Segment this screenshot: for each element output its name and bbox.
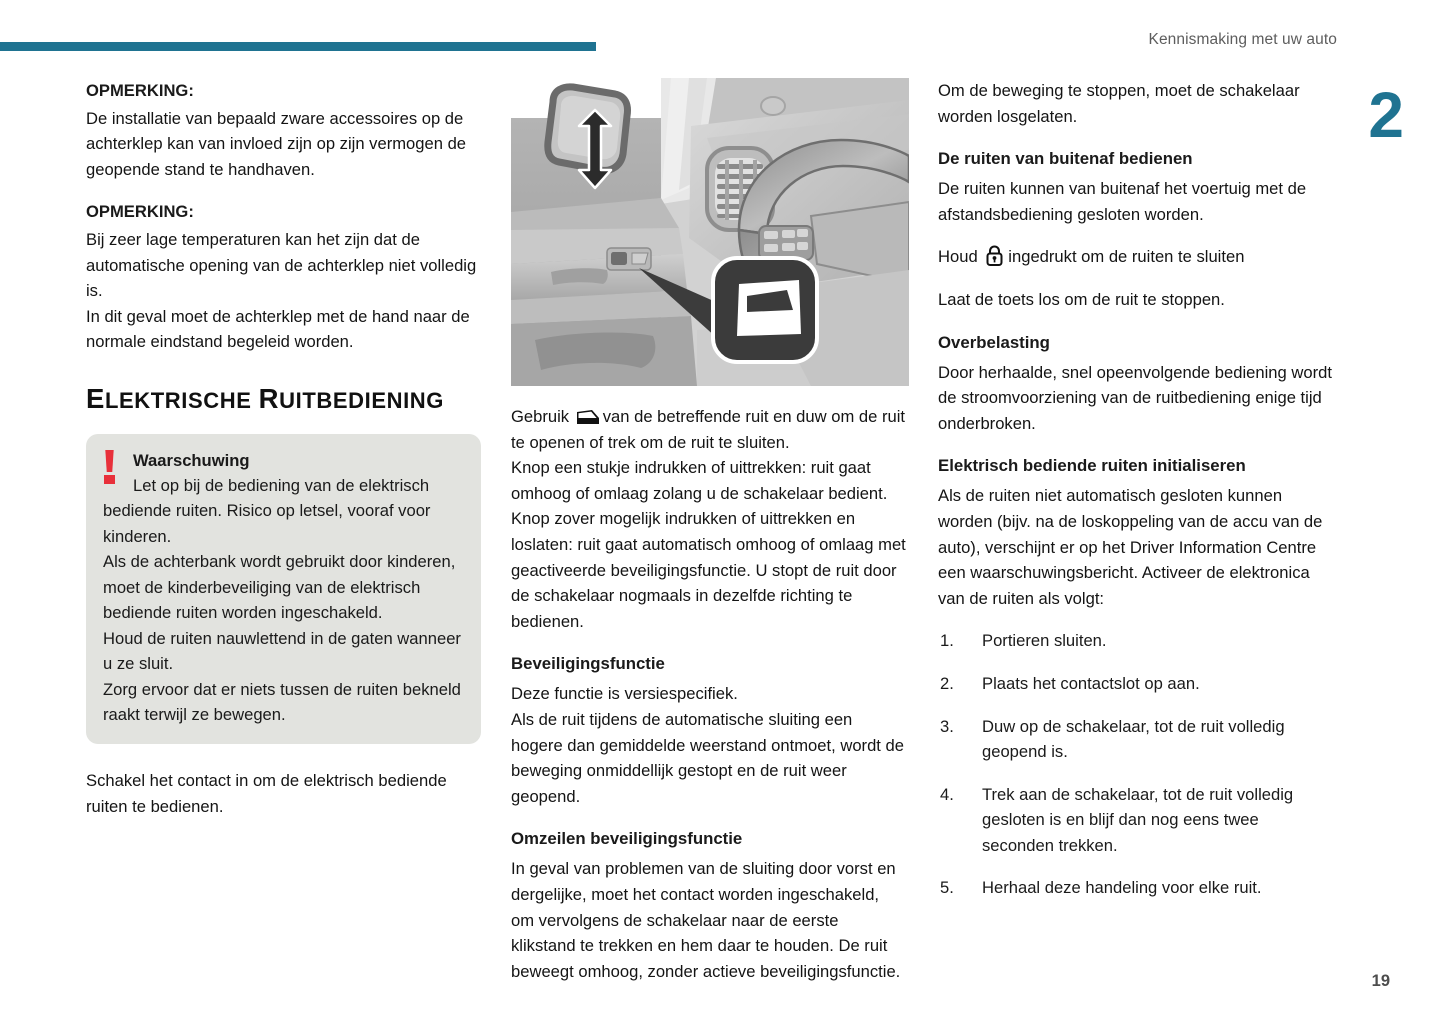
- beveiliging-text-a: Deze functie is versiespecifiek.: [511, 684, 738, 704]
- step-number: 3.: [940, 716, 954, 736]
- chapter-number-badge: 2: [1368, 79, 1403, 151]
- warning-body: [103, 473, 463, 728]
- warning-title: Waarschuwing: [133, 450, 250, 470]
- note-2-label: OPMERKING:: [86, 202, 194, 222]
- list-item: [938, 628, 1333, 654]
- car-interior-illustration: [511, 78, 909, 386]
- list-item: [938, 671, 1333, 697]
- heading-ruiten-van-buitenaf: De ruiten van buitenaf bedienen: [938, 149, 1193, 169]
- warning-callout-box: [86, 434, 481, 744]
- step-text: Duw op de schakelaar, tot de ruit volledig geopend is.: [982, 716, 1285, 762]
- heading-overbelasting: Overbelasting: [938, 332, 1050, 352]
- note-1-label: OPMERKING:: [86, 81, 194, 100]
- omzeilen-text: In geval van problemen van de sluiting door vorst en dergelijke, moet het contact worden ingeschakeld, om vervolgens de schakelaar naar de eerste klikstand te trekken en hem daar te houden. De ruit beweegt omhoog, zonder actieve beveiligingsfunctie.: [511, 859, 901, 981]
- step-number: 2.: [940, 673, 954, 693]
- note-2-text-a: Bij zeer lage temperaturen kan het zijn dat de automatische opening van de achterklep niet volledig is.: [86, 229, 477, 301]
- buitenaf-text: De ruiten kunnen van buitenaf het voertuig met de afstandsbediening gesloten worden.: [938, 179, 1307, 224]
- header-rule: [0, 42, 596, 51]
- note-1-text: De installatie van bepaald zware accessoires op de achterklep kan van invloed zijn op zijn vermogen de geopende stand te handhaven.: [86, 108, 467, 179]
- initialiseren-text: Als de ruiten niet automatisch gesloten kunnen worden (bijv. na de loskoppeling van de accu van de auto), verschijnt er op het Driver Information Centre een waarschuwingsbericht. Activeer de elektronica van de ruiten als volgt:: [938, 486, 1323, 608]
- heading-omzeilen-beveiligingsfunctie: Omzeilen beveiligingsfunctie: [511, 829, 743, 849]
- laat-toets-los-text: Laat de toets los om de ruit te stoppen.: [938, 289, 1225, 309]
- header-chapter-title: Kennismaking met uw auto: [1148, 31, 1337, 48]
- warning-paragraph-2: Als de achterbank wordt gebruikt door kinderen, moet de kinderbeveiliging van de elektrisch bediende ruiten worden ingeschakeld.: [103, 552, 456, 623]
- step-text: Herhaal deze handeling voor elke ruit.: [982, 878, 1262, 898]
- step-text: Trek aan de schakelaar, tot de ruit volledig gesloten is en blijf dan nog eens twee seconden trekken.: [982, 784, 1294, 855]
- step-text: Portieren sluiten.: [982, 631, 1107, 651]
- warning-paragraph-4: Zorg ervoor dat er niets tussen de ruiten bekneld raakt terwijl ze bewegen.: [103, 679, 461, 725]
- middle-column: [511, 78, 906, 1001]
- houd-ingedrukt-text: [938, 244, 1333, 270]
- houd-text-post: ingedrukt om de ruiten te sluiten: [1008, 247, 1245, 267]
- right-intro-text: Om de beweging te stoppen, moet de schakelaar worden losgelaten.: [938, 81, 1300, 126]
- padlock-closed-icon: [985, 245, 1004, 266]
- window-glass-icon: [576, 407, 600, 423]
- middle-paragraph-1: [511, 404, 906, 455]
- overbelasting-text: Door herhaalde, snel opeenvolgende bediening wordt de stroomvoorziening van de ruitbediening enige tijd onderbroken.: [938, 362, 1332, 433]
- list-item: [938, 875, 1333, 901]
- page-header: [0, 0, 1445, 60]
- gebruik-text-pre: Gebruik: [511, 407, 570, 426]
- houd-text-pre: Houd: [938, 247, 978, 267]
- warning-paragraph-3: Houd de ruiten nauwlettend in de gaten wanneer u ze sluit.: [103, 628, 461, 674]
- right-column: [938, 78, 1333, 918]
- step-text: Plaats het contactslot op aan.: [982, 673, 1200, 693]
- heading-beveiligingsfunctie: Beveiligingsfunctie: [511, 654, 665, 674]
- initialiseren-step-list: [938, 628, 1333, 901]
- page-title: ELEKTRISCHE RUITBEDIENING: [86, 382, 444, 414]
- warning-paragraph-1: Let op bij de bediening van de elektrisch bediende ruiten. Risico op letsel, vooraf voor kinderen.: [103, 475, 431, 546]
- step-number: 5.: [940, 878, 954, 898]
- middle-paragraph-1-line2: Knop een stukje indrukken of uittrekken: ruit gaat omhoog of omlaag zolang u de schakelaar bedient.: [511, 458, 888, 503]
- middle-paragraph-1-line3: Knop zover mogelijk indrukken of uittrekken en loslaten: ruit gaat automatisch omhoog of omlaag met geactiveerde beveiligingsfunctie. U stopt de ruit door de schakelaar nogmaals in dezelfde richting te bedienen.: [511, 509, 906, 631]
- exclamation-icon: [104, 450, 115, 484]
- gebruik-text-post: van de betreffende ruit en duw om de ruit te openen of trek om de ruit te sluiten.: [511, 407, 905, 452]
- step-number: 1.: [940, 631, 954, 651]
- left-closing-text: Schakel het contact in om de elektrisch bediende ruiten te bedienen.: [86, 770, 447, 816]
- note-2-text-b: In dit geval moet de achterklep met de hand naar de normale eindstand begeleid worden.: [86, 306, 470, 352]
- list-item: [938, 782, 1333, 859]
- left-column: [86, 78, 481, 836]
- page-number: 19: [1371, 972, 1390, 990]
- list-item: [938, 714, 1333, 765]
- heading-ruiten-initialiseren: Elektrisch bediende ruiten initialiseren: [938, 456, 1246, 476]
- step-number: 4.: [940, 784, 954, 804]
- beveiliging-text-b: Als de ruit tijdens de automatische sluiting een hogere dan gemiddelde weerstand ontmoet, wordt de beweging onmiddellijk gestopt en de ruit weer geopend.: [511, 709, 904, 806]
